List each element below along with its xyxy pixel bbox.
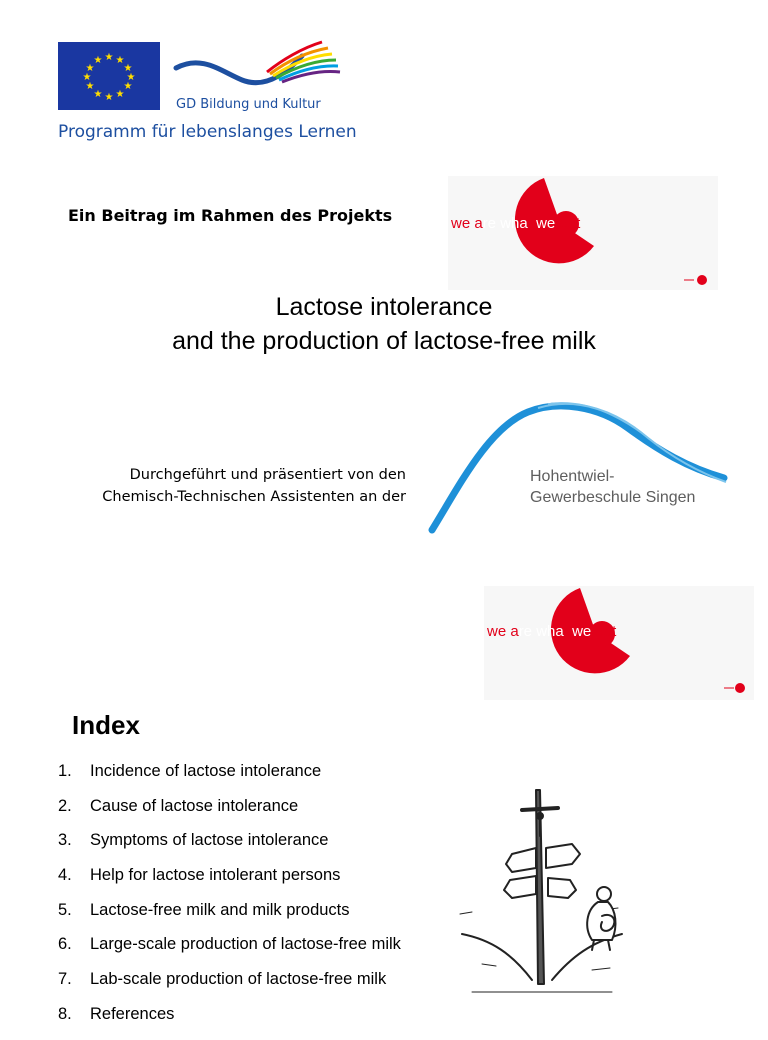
beitrag-heading: Ein Beitrag im Rahmen des Projekts xyxy=(68,206,393,225)
title-line-2: and the production of lactose-free milk xyxy=(172,327,596,355)
svg-text:★: ★ xyxy=(115,89,125,100)
waw-logo-text: we are what we eat xyxy=(451,215,581,232)
svg-text:★: ★ xyxy=(115,55,125,66)
signpost-cartoon-illustration xyxy=(452,784,632,1004)
index-item-number: 6. xyxy=(58,935,72,954)
svg-text:★: ★ xyxy=(104,92,114,103)
index-item-label: Symptoms of lactose intolerance xyxy=(90,831,329,850)
index-item-label: Incidence of lactose intolerance xyxy=(90,762,322,780)
index-item xyxy=(56,797,401,832)
svg-text:★: ★ xyxy=(123,63,133,74)
school-name-line-1: Hohentwiel- xyxy=(530,468,615,485)
index-item-number: 5. xyxy=(58,900,72,919)
index-item-label: Lactose-free milk and milk products xyxy=(90,900,350,919)
svg-text:★: ★ xyxy=(123,81,133,92)
index-list xyxy=(56,762,401,1040)
index-item xyxy=(56,1005,401,1040)
eu-flag-logo xyxy=(58,42,160,110)
presenter-text xyxy=(0,464,406,508)
svg-text:★: ★ xyxy=(93,89,103,100)
presentation-title xyxy=(0,290,768,358)
index-item-label: Cause of lactose intolerance xyxy=(90,796,299,815)
lifelong-learning-logo xyxy=(172,38,342,96)
programm-text: Programm für lebenslanges Lernen xyxy=(58,122,357,142)
index-item-number: 2. xyxy=(58,796,72,815)
index-item-number: 3. xyxy=(58,831,72,850)
index-item xyxy=(56,831,401,866)
index-item xyxy=(56,935,401,970)
index-item-number: 4. xyxy=(58,866,72,885)
we-are-what-we-eat-logo xyxy=(448,176,718,290)
presenter-line-2: Chemisch-Technischen Assistenten an der xyxy=(102,489,406,505)
title-line-1: Lactose intolerance xyxy=(275,293,493,321)
index-item-label: References xyxy=(90,1004,175,1023)
index-item xyxy=(56,970,401,1005)
svg-text:★: ★ xyxy=(85,63,95,74)
school-name xyxy=(530,466,695,508)
we-are-what-we-eat-logo xyxy=(484,586,754,700)
index-item-label: Help for lactose intolerant persons xyxy=(90,866,341,885)
presenter-line-1: Durchgeführt und präsentiert von den xyxy=(129,467,406,483)
school-name-line-2: Gewerbeschule Singen xyxy=(530,489,696,506)
gd-bildung-text: GD Bildung und Kultur xyxy=(176,97,321,112)
index-item-number: 8. xyxy=(58,1004,72,1023)
index-item xyxy=(56,866,401,901)
svg-text:★: ★ xyxy=(82,72,92,83)
index-item xyxy=(56,762,401,797)
index-item-number: 7. xyxy=(58,970,72,989)
index-item-label: Lab-scale production of lactose-free milk xyxy=(90,970,387,989)
svg-text:★: ★ xyxy=(104,52,114,63)
index-item-label: Large-scale production of lactose-free milk xyxy=(90,935,401,954)
index-title: Index xyxy=(72,710,140,740)
svg-text:★: ★ xyxy=(93,55,103,66)
index-item xyxy=(56,901,401,936)
index-item-number: 1. xyxy=(58,762,72,780)
svg-text:★: ★ xyxy=(126,72,136,83)
svg-text:★: ★ xyxy=(85,81,95,92)
waw-logo-text: we are what we eat xyxy=(487,623,617,640)
